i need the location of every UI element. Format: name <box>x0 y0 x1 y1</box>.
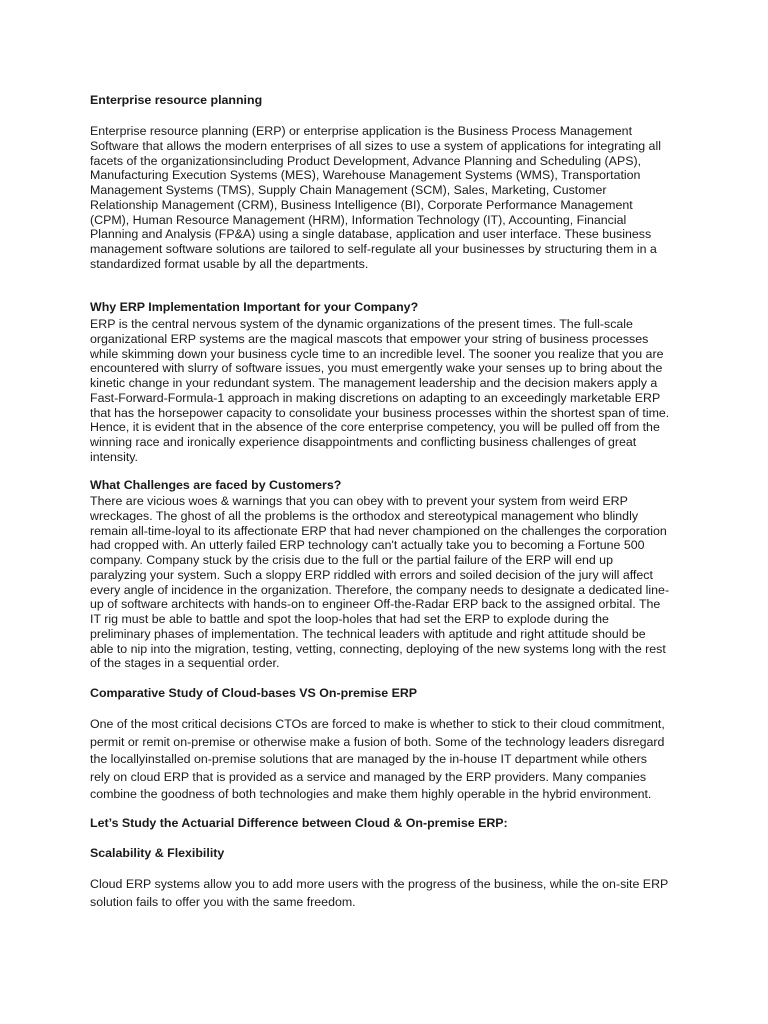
why-erp-paragraph: ERP is the central nervous system of the dynamic organizations of the present times. The full-scale organizational ERP systems are the magical mascots that empower your string of business processes while skimming down your business cycle time to an incredible level. The sooner you realize that you are encountered with slurry of software issues, you must emergently wake your senses up to bring about the kinetic change in your redundant system. The management leadership and the decision makers apply a Fast-Forward-Formula-1 approach in making discretions on adapting to an exceedingly marketable ERP that has the horsepower capacity to consolidate your business processes within the shortest span of time. Hence, it is evident that in the absence of the core enterprise competency, you will be pulled off from the winning race and ironically experience disappointments and conflicting business challenges of great intensity. <box>90 317 670 464</box>
document-title: Enterprise resource planning <box>90 93 263 107</box>
comparative-heading: Comparative Study of Cloud-bases VS On-premise ERP <box>90 686 418 700</box>
scalability-heading: Scalability & Flexibility <box>90 846 225 860</box>
actuarial-heading: Let’s Study the Actuarial Difference between Cloud & On-premise ERP: <box>90 816 508 830</box>
why-erp-heading: Why ERP Implementation Important for your Company? <box>90 300 419 314</box>
intro-paragraph: Enterprise resource planning (ERP) or enterprise application is the Business Process Management Software that allows the modern enterprises of all sizes to use a system of applications for integrating all facets of the organizationsincluding Product Development, Advance Planning and Scheduling (APS), Manufacturing Execution Systems (MES), Warehouse Management Systems (WMS), Transportation Management Systems (TMS), Supply Chain Management (SCM), Sales, Marketing, Customer Relationship Management (CRM), Business Intelligence (BI), Corporate Performance Management (CPM), Human Resource Management (HRM), Information Technology (IT), Accounting, Financial Planning and Analysis (FP&A) using a single database, application and user interface. These business management software solutions are tailored to self-regulate all your businesses by structuring them in a standardized format usable by all the departments. <box>90 124 661 271</box>
comparative-paragraph: One of the most critical decisions CTOs are forced to make is whether to stick to their cloud commitment, permit or remit on-premise or otherwise make a fusion of both. Some of the technology leaders disregard the locallyinstalled on-premise solutions that are managed by the in-house IT department while others rely on cloud ERP that is provided as a service and managed by the ERP providers. Many companies combine the goodness of both technologies and make them highly operable in the hybrid environment. <box>90 717 665 801</box>
challenges-heading: What Challenges are faced by Customers? <box>90 478 342 492</box>
challenges-paragraph: There are vicious woes & warnings that you can obey with to prevent your system from weird ERP wreckages. The ghost of all the problems is the orthodox and stereotypical management who blindly remain all-time-loyal to its affectionate ERP that had never championed on the challenges the corporation had cropped with. An utterly failed ERP technology can't actually take you to becoming a Fortune 500 company. Company stuck by the crisis due to the full or the partial failure of the ERP will end up paralyzing your system. Such a sloppy ERP riddled with errors and soiled decision of the jury will affect every angle of incidence in the organization. Therefore, the company needs to designate a dedicated line- up of software architects with hands-on to engineer Off-the-Radar ERP back to the assigned orbital. The IT rig must be able to battle and spot the loop-holes that had set the ERP to explode during the preliminary phases of implementation. The technical leaders with aptitude and right attitude should be able to nip into the migration, testing, vetting, connecting, deploying of the new systems long with the rest of the stages in a sequential order. <box>90 494 670 671</box>
scalability-paragraph: Cloud ERP systems allow you to add more users with the progress of the business, while the on-site ERP solution fails to offer you with the same freedom. <box>90 877 669 909</box>
